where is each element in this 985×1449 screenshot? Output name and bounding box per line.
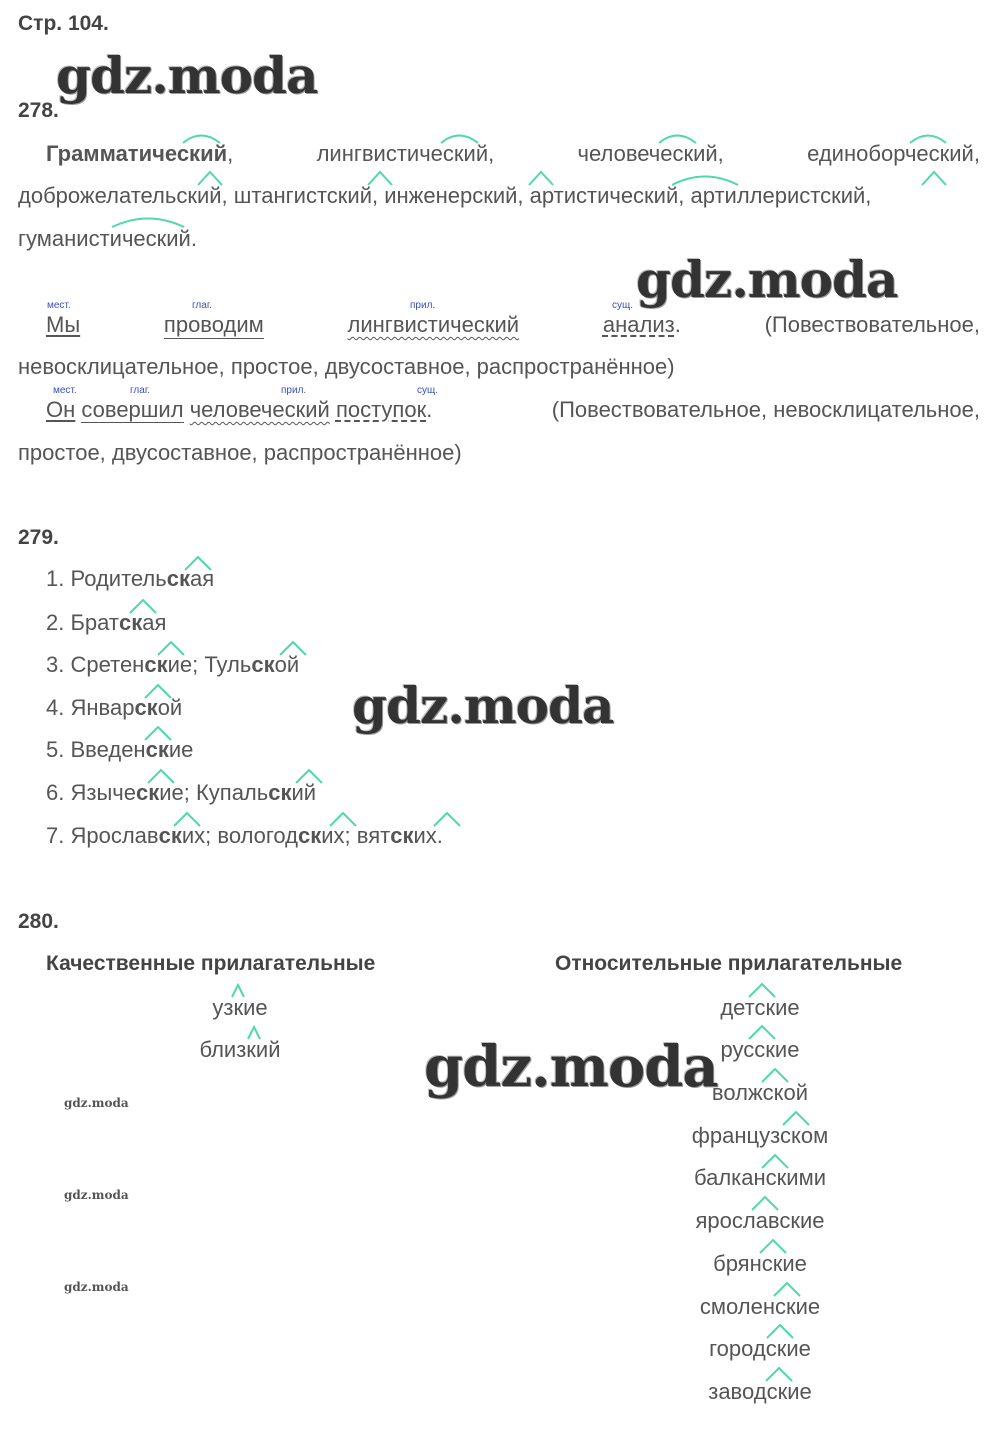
adjective: балканскими	[694, 1165, 826, 1190]
ex278-line2: доброжелательский, штангистский, инженерский, артистический, артиллеристский,	[18, 183, 872, 208]
pos-label: глаг.	[130, 385, 151, 396]
object-wrap: анализ.	[602, 312, 681, 337]
word: единоборческий,	[807, 141, 980, 166]
column-title: Качественные прилагательные	[46, 952, 376, 975]
watermark: gdz.moda	[636, 250, 898, 309]
adjective: французском	[691, 1123, 829, 1148]
object: анализ	[602, 312, 675, 337]
sentence2-words: Он совершил человеческий поступок.	[46, 397, 433, 422]
adjective: волжской	[711, 1080, 809, 1105]
subject: Мы	[46, 312, 81, 337]
pos-label: прил.	[281, 385, 307, 396]
column-title: Относительные прилагательные	[555, 952, 903, 975]
watermark: gdz.moda	[424, 1034, 718, 1100]
list-item: 1. Родительская	[46, 566, 215, 591]
watermark: gdz.moda	[56, 46, 318, 105]
list-item: 4. Январской	[46, 695, 183, 720]
pos-label: прил.	[410, 300, 436, 311]
exercise-number: 280.	[18, 910, 59, 933]
ex278-sentence2-cont: простое, двусоставное, распространённое)	[18, 440, 462, 465]
watermark-small: gdz.moda	[64, 1096, 129, 1110]
word: человеческий,	[577, 141, 724, 166]
predicate: проводим	[163, 312, 264, 337]
ex278-sentence1	[46, 312, 980, 339]
pos-label: мест.	[53, 385, 77, 396]
pos-label: сущ.	[417, 385, 439, 396]
subject: Он	[46, 397, 76, 422]
list-item: 2. Братская	[46, 610, 167, 635]
predicate: совершил	[81, 397, 184, 422]
ex278-sentence1-cont: невосклицательное, простое, двусоставное, распространённое)	[18, 354, 675, 379]
root-marks	[0, 550, 985, 850]
page-number: Стр. 104.	[18, 12, 109, 35]
exercise-number: 279.	[18, 526, 59, 549]
pos-label: мест.	[47, 300, 71, 311]
adjective: брянские	[713, 1251, 807, 1276]
sentence-characteristics: (Повествовательное, невосклицательное,	[551, 397, 980, 422]
adjective: русские	[720, 1037, 800, 1062]
exercise-number: 278.	[18, 99, 59, 122]
ex278-line3: гуманистический.	[18, 226, 197, 251]
adjective: городские	[709, 1336, 811, 1361]
adjective: близкий	[199, 1037, 281, 1062]
list-item: 6. Языческие; Купальский	[46, 780, 317, 805]
adjective: ярославские	[695, 1208, 825, 1233]
adjective: смоленские	[699, 1294, 821, 1319]
sentence-characteristics: (Повествовательное,	[764, 312, 980, 337]
object: поступок	[335, 397, 427, 422]
adjective: детские	[720, 995, 800, 1020]
ex278-sentence2	[46, 397, 980, 423]
word: лингвистический,	[316, 141, 495, 166]
watermark-small: gdz.moda	[64, 1188, 129, 1202]
watermark-small: gdz.moda	[64, 1280, 129, 1294]
attribute: человеческий	[189, 397, 330, 422]
pos-label: глаг.	[192, 300, 213, 311]
attribute: лингвистический	[347, 312, 520, 337]
root-marks	[0, 0, 985, 260]
adjective: узкие	[212, 995, 268, 1020]
watermark: gdz.moda	[352, 676, 614, 735]
list-item: 3. Сретенские; Тульской	[46, 652, 300, 677]
pos-label: сущ.	[612, 300, 634, 311]
word: Грамматический,	[46, 141, 234, 166]
list-item: 7. Ярославских; вологодских; вятских.	[46, 823, 443, 848]
list-item: 5. Введенские	[46, 737, 194, 762]
root-marks	[0, 980, 985, 1400]
adjective: заводские	[708, 1379, 812, 1404]
